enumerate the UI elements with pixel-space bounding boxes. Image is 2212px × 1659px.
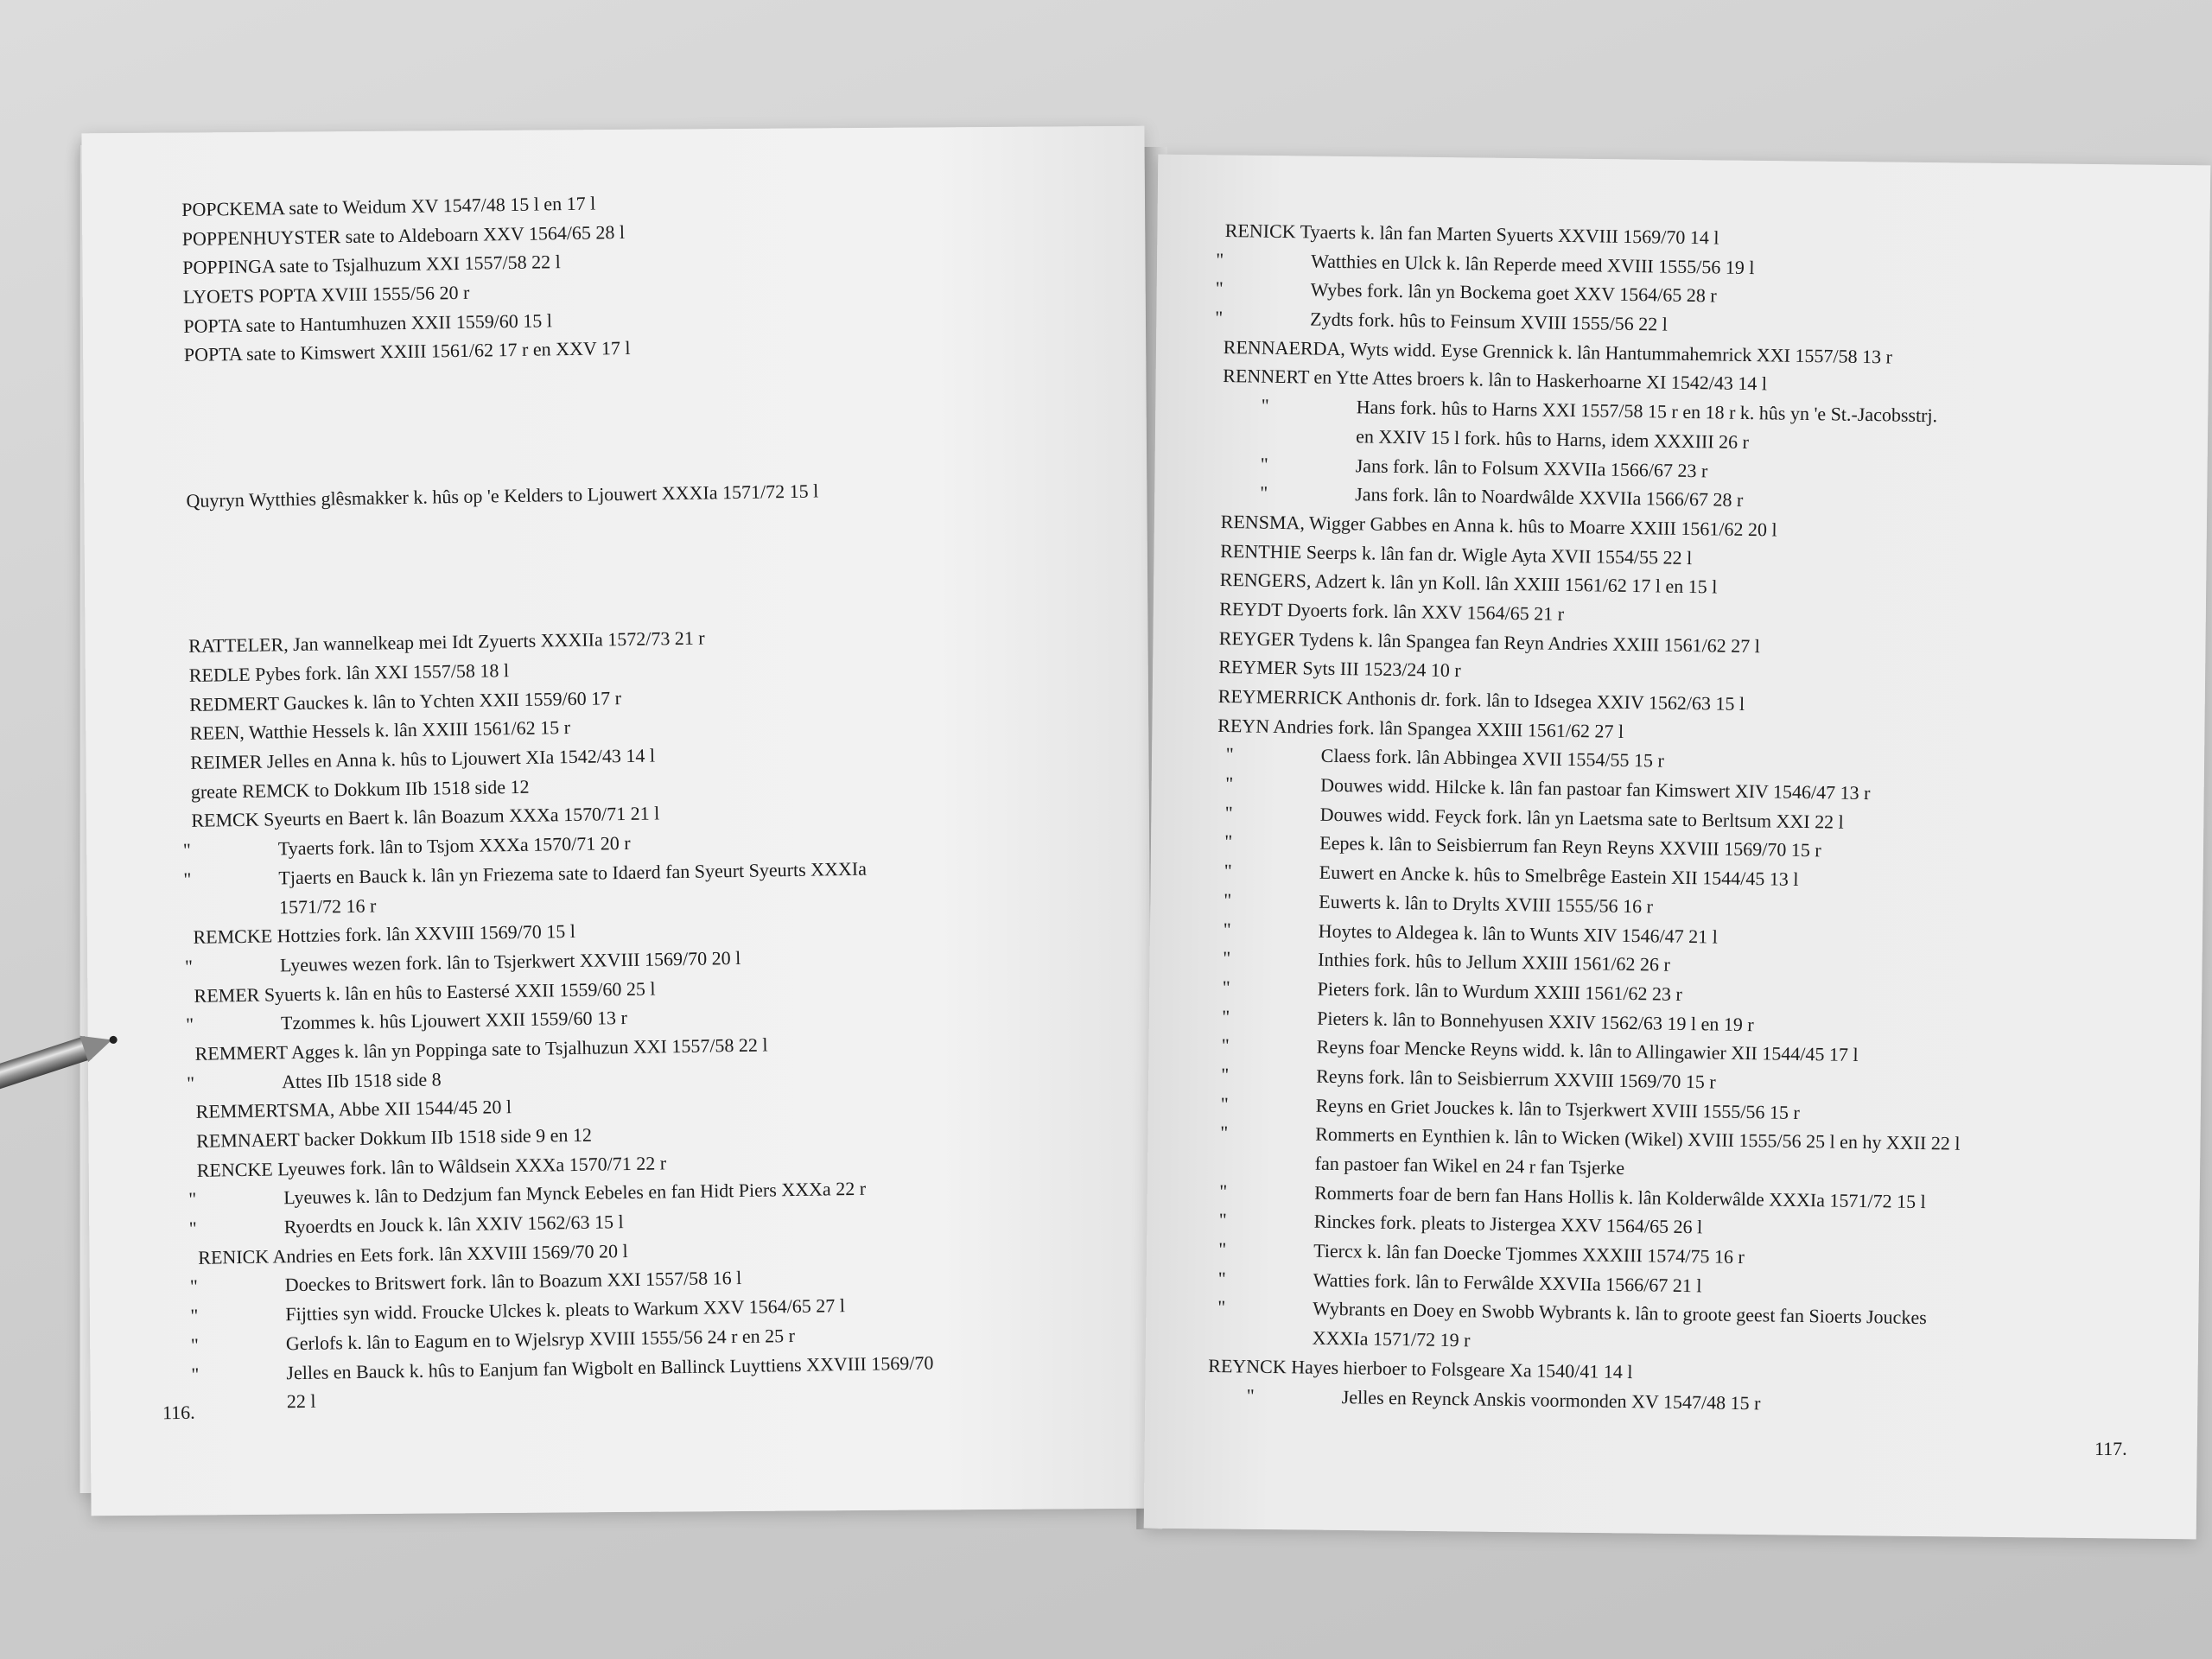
line-text: Quyryn Wytthies glêsmakker k. hûs op 'e Kelders to Ljouwert XXXIa 1571/72 15 l [186,480,819,512]
line-text: REMCKE Hottzies fork. lân XXVIII 1569/70 15 l [193,920,576,949]
line-text: Rinckes fork. pleats to Jistergea XXV 1564/65 26 l [1313,1211,1703,1238]
ditto-mark: " [1246,1384,1255,1407]
ditto-mark: " [1222,1005,1230,1027]
line-text: Hans fork. hûs to Harns XXI 1557/58 15 r en 18 r k. hûs yn 'e St.-Jacobsstrj. [1356,396,1938,427]
ditto-mark: " [1217,1296,1226,1319]
line-text: Doeckes to Britswert fork. lân to Boazum XXI 1557/58 16 l [284,1267,742,1296]
line-text: REMNAERT backer Dokkum IIb 1518 side 9 en 12 [195,1123,593,1152]
ditto-mark: " [1223,947,1231,969]
line-text: REMMERT Agges k. lân yn Poppinga sate to Tsjalhuzun XXI 1557/58 22 l [194,1033,768,1065]
ditto-mark: " [1261,394,1269,416]
line-text: POPTA sate to Kimswert XXIII 1561/62 17 r en XXV 17 l [183,337,631,366]
ditto-mark [186,1010,187,1039]
ditto-mark [1215,303,1216,333]
line-text: greate REMCK to Dokkum IIb 1518 side 12 [190,775,530,803]
ditto-mark: " [1225,772,1234,795]
line-text: Zydts fork. hûs to Feinsum XVIII 1555/56 22 l [1310,308,1669,335]
line-text: Pieters fork. lân to Wurdum XXIII 1561/62 23 r [1317,977,1683,1005]
line-text: Claess fork. lân Abbingea XVII 1554/55 15 r [1320,745,1665,772]
line-text: Rommerts en Eynthien k. lân to Wicken (Wikel) XVIII 1555/56 25 l en hy XXII 22 l [1315,1122,1961,1155]
ditto-mark [190,1272,191,1301]
ditto-mark: " [1217,1267,1226,1289]
line-text: fan pastoer fan Wikel en 24 r fan Tsjerke [1314,1152,1625,1179]
ditto-mark: " [1222,976,1230,999]
ditto-mark: " [1219,1179,1228,1202]
line-text: Tyaerts fork. lân to Tsjom XXXa 1570/71 20 r [277,832,631,860]
line-text: LYOETS POPTA XVIII 1555/56 20 r [182,281,470,308]
line-text: Inthies fork. hûs to Jellum XXIII 1561/62 26 r [1318,948,1670,976]
line-text: REYNCK Hayes hierboer to Folsgeare Xa 1540/41 14 l [1208,1354,1633,1382]
line-text: REYN Andries fork. lân Spangea XXIII 1561/62 27 l [1217,714,1624,742]
line-text: Pieters k. lân to Bonnehyusen XXIV 1562/63 19 l en 19 r [1317,1007,1754,1035]
ditto-mark: " [1224,830,1233,853]
line-text: Watties fork. lân to Ferwâlde XXVIIa 1566/67 21 l [1313,1268,1702,1297]
line-text: Jans fork. lân to Folsum XXVIIa 1566/67 23 r [1355,454,1708,481]
line-text: Douwes widd. Hilcke k. lân fan pastoar fan Kimswert XIV 1546/47 13 r [1320,773,1871,804]
line-text: REMCK Syeurts en Baert k. lân Boazum XXXa 1570/71 21 l [191,802,660,832]
ditto-mark [190,1301,191,1331]
line-text: Tjaerts en Bauck k. lân yn Friezema sate to Idaerd fan Syeurt Syeurts XXXIa [278,857,868,889]
line-text: Tiercx k. lân fan Doecke Tjommes XXXIII 1574/75 16 r [1313,1239,1745,1268]
line-text: RATTELER, Jan wannelkeap mei Idt Zyuerts XXXIIa 1572/73 21 r [188,626,705,658]
ditto-mark: " [1224,860,1232,882]
ditto-mark: " [1224,888,1232,912]
line-text: REEN, Watthie Hessels k. lân XXIII 1561/62 15 r [189,716,571,745]
ditto-mark [191,1331,192,1360]
line-text: Reyns fork. lân to Seisbierrum XXVIII 1569/70 15 r [1316,1065,1716,1093]
line-text: RENNAERDA, Wyts widd. Eyse Grennick k. lân Hantummahemrick XXI 1557/58 13 r [1223,335,1893,368]
line-text: RENCKE Lyeuwes fork. lân to Wâldsein XXXa 1570/71 22 r [196,1152,667,1181]
line-text: REYMER Syts III 1523/24 10 r [1218,656,1461,682]
line-text: RENTHIE Seerps k. lân fan dr. Wigle Ayta XVII 1554/55 22 l [1220,539,1693,569]
ditto-mark: " [1224,801,1233,823]
line-text: RENICK Andries en Eets fork. lân XXVIII 1569/70 20 l [198,1239,628,1268]
line-text: REMMERTSMA, Abbe XII 1544/45 20 l [195,1096,512,1123]
line-text: Lyeuwes k. lân to Dedzjum fan Mynck Eebeles en fan Hidt Piers XXXa 22 r [283,1178,867,1209]
line-text: Jelles en Reynck Anskis voormonden XV 1547/48 15 r [1341,1385,1761,1414]
ditto-mark: " [1220,1122,1229,1144]
ditto-mark: " [1260,453,1268,475]
ditto-mark: " [1218,1238,1227,1261]
line-text: Lyeuwes wezen fork. lân to Tsjerkwert XXVIII 1569/70 20 l [279,946,741,976]
line-text: Jelles en Bauck k. hûs to Eanjum fan Wigbolt en Ballinck Luyttiens XXVIII 1569/70 [286,1351,934,1383]
line-text: Douwes widd. Feyck fork. lân yn Laetsma sate to Berltsum XXI 22 l [1319,803,1844,833]
line-text: Wybes fork. lân yn Bockema goet XXV 1564/65 28 r [1310,278,1717,307]
line-text: Ryoerdts en Jouck k. lân XXIV 1562/63 15 l [283,1211,624,1238]
line-text: Rommerts foar de bern fan Hans Hollis k. lân Kolderwâlde XXXIa 1571/72 15 l [1314,1181,1926,1212]
line-text: en XXIV 15 l fork. hûs to Harns, idem XXXIII 26 r [1356,425,1750,453]
line-text: Reyns en Griet Jouckes k. lân to Tsjerkwert XVIII 1555/56 15 r [1315,1094,1801,1123]
line-text: RENSMA, Wigger Gabbes en Anna k. hûs to Moarre XXIII 1561/62 20 l [1220,510,1777,541]
line-text: 1571/72 16 r [278,894,377,918]
line-text: XXXIa 1571/72 19 r [1312,1326,1471,1351]
right-page-number: 117. [2094,1438,2127,1459]
line-text: Jans fork. lân to Noardwâlde XXVIIa 1566/67 28 r [1355,483,1744,512]
line-text: Attes IIb 1518 side 8 [281,1068,442,1092]
line-text: RENICK Tyaerts k. lân fan Marten Syuerts XXVIII 1569/70 14 l [1224,219,1719,249]
line-text: Euwert en Ancke k. hûs to Smelbrêge Eastein XII 1544/45 13 l [1319,861,1799,891]
line-text: Tzommes k. hûs Ljouwert XXII 1559/60 13 r [280,1007,628,1034]
line-text: Wybrants en Doey en Swobb Wybrants k. lân to groote geest fan Sioerts Jouckes [1313,1298,1927,1329]
line-text: 22 l [286,1389,316,1413]
line-text: POPTA sate to Hantumhuzen XXII 1559/60 15 l [183,309,553,337]
line-text: REIMER Jelles en Anna k. hûs to Ljouwert XIa 1542/43 14 l [190,744,656,773]
ditto-mark: " [1218,1209,1227,1231]
left-page-number: 116. [162,1401,195,1424]
ditto-mark [1216,245,1217,275]
line-text: Hoytes to Aldegea k. lân to Wunts XIV 1546/47 21 l [1318,919,1718,948]
line-text: REYGER Tydens k. lân Spangea fan Reyn Andries XXIII 1561/62 27 l [1218,626,1761,657]
line-text: POPPENHUYSTER sate to Aldeboarn XXV 1564/65 28 l [181,220,626,250]
ditto-mark [188,1185,189,1214]
line-text: POPPINGA sate to Tsjalhuzum XXI 1557/58 22 l [182,251,561,279]
line-text: REDLE Pybes fork. lân XXI 1557/58 18 l [188,659,510,686]
line-text: REYMERRICK Anthonis dr. fork. lân to Idsegea XXIV 1562/63 15 l [1217,684,1745,715]
ditto-mark [189,1214,190,1243]
ditto-mark: " [1221,1034,1230,1057]
line-text: Fijtties syn widd. Froucke Ulckes k. pleats to Warkum XXV 1564/65 27 l [285,1294,846,1325]
line-text: REMER Syuerts k. lân en hûs to Eastersé XXII 1559/60 25 l [194,977,656,1007]
line-text: POPCKEMA sate to Weidum XV 1547/48 15 l en 17 l [181,192,596,220]
line-text: Eepes k. lân to Seisbierrum fan Reyn Reyns XXVIII 1569/70 15 r [1319,832,1821,861]
ditto-mark [183,865,184,894]
ditto-mark [191,1359,192,1389]
line-text: Watthies en Ulck k. lân Reperde meed XVIII 1555/56 19 l [1311,250,1755,278]
left-page-text [181,184,934,1418]
right-page-text [1208,216,1974,1421]
line-text: Gerlofs k. lân to Eagum en to Wjelsryp XVIII 1555/56 24 r en 25 r [285,1324,796,1355]
line-text: RENNERT en Ytte Attes broers k. lân to Haskerhoarne XI 1542/43 14 l [1223,365,1768,395]
ditto-mark: " [1260,481,1268,504]
line-text: RENGERS, Adzert k. lân yn Koll. lân XXIII 1561/62 17 l en 15 l [1219,569,1718,598]
line-text: REYDT Dyoerts fork. lân XXV 1564/65 21 r [1219,597,1565,625]
ditto-mark: " [1223,918,1231,940]
line-text: REDMERT Gauckes k. lân to Ychten XXII 1559/60 17 r [189,686,622,715]
ditto-mark [187,1069,188,1098]
ditto-mark [183,836,184,865]
ditto-mark [185,952,186,982]
line-text: Reyns foar Mencke Reyns widd. k. lân to Allingawier XII 1544/45 17 l [1316,1035,1859,1066]
line-text: Euwerts k. lân to Drylts XVIII 1555/56 16 r [1319,890,1654,918]
